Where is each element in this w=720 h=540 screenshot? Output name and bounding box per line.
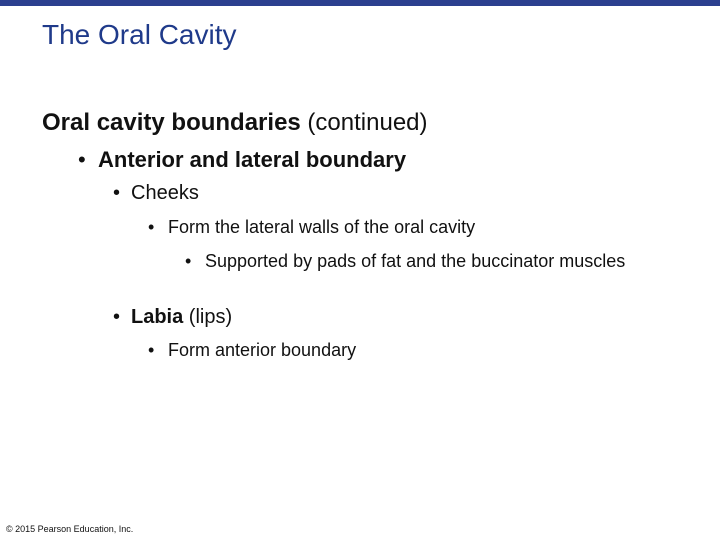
section-heading-suffix: (continued) (300, 109, 428, 136)
bullet-cheeks-support (185, 248, 645, 274)
bullet-cheeks-detail (148, 217, 475, 238)
copyright-footer: © 2015 Pearson Education, Inc. (6, 524, 134, 534)
section-heading (42, 109, 428, 137)
bullet-glyph: • (113, 182, 121, 204)
bullet-labia-suffix: (lips) (183, 306, 233, 328)
slide-title: The Oral Cavity (42, 19, 237, 50)
bullet-glyph: • (78, 147, 86, 172)
section-heading-bold: Oral cavity boundaries (42, 109, 301, 136)
bullet-glyph: • (148, 340, 155, 360)
bullet-cheeks (113, 182, 199, 205)
bullet-labia-bold: Labia (131, 306, 184, 328)
bullet-labia (113, 306, 232, 329)
bullet-glyph: • (185, 251, 192, 271)
top-accent-bar (0, 0, 720, 6)
bullet-labia-detail-text: Form anterior boundary (168, 340, 357, 360)
bullet-anterior-lateral-text: Anterior and lateral boundary (98, 147, 407, 172)
bullet-labia-detail (148, 340, 356, 361)
bullet-glyph: • (113, 306, 121, 328)
bullet-cheeks-support-text: Supported by pads of fat and the buccinator muscles (205, 251, 626, 271)
bullet-cheeks-detail-text: Form the lateral walls of the oral cavity (168, 217, 476, 237)
bullet-cheeks-text: Cheeks (131, 182, 199, 204)
bullet-anterior-lateral (78, 147, 406, 173)
bullet-glyph: • (148, 217, 155, 237)
